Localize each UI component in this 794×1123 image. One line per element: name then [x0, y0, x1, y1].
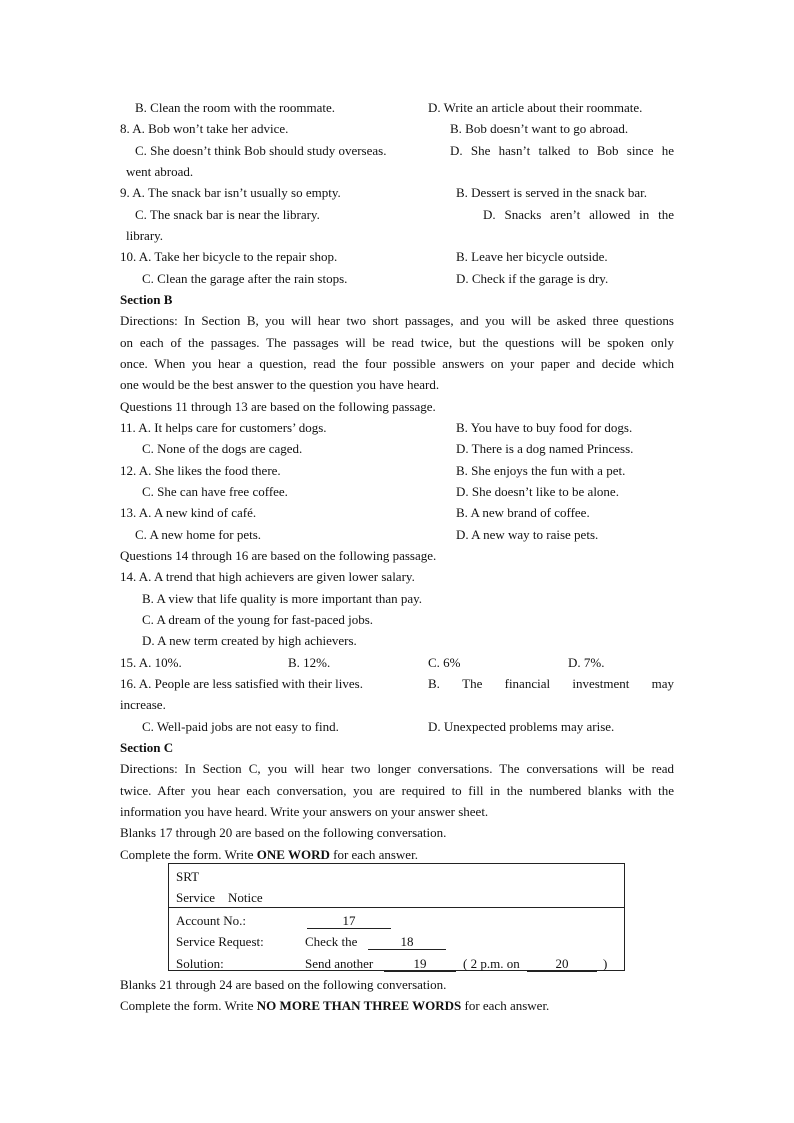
blank-18[interactable] — [368, 934, 446, 950]
q16-option-c: C. Well-paid jobs are not easy to find. — [142, 719, 339, 734]
blank-20-number: 20 — [527, 957, 597, 972]
q8-option-c: C. She doesn’t think Bob should study overseas. — [135, 143, 387, 158]
time-note: ( 2 p.m. on — [463, 956, 520, 971]
q11-option-d: D. There is a dog named Princess. — [456, 441, 634, 456]
section-c-directions-1: Directions: In Section C, you will hear two longer conversations. The conversations will be read — [120, 761, 674, 776]
q13-option-d: D. A new way to raise pets. — [456, 527, 599, 542]
section-b-heading: Section B — [120, 292, 173, 307]
q7-option-d: D. Write an article about their roommate. — [428, 100, 643, 115]
instruction-emphasis: NO MORE THAN THREE WORDS — [256, 998, 462, 1013]
form-title-service-notice: Service Notice — [176, 890, 263, 905]
q9-option-b: B. Dessert is served in the snack bar. — [456, 185, 647, 200]
q14-option-a: 14. A. A trend that high achievers are given lower salary. — [120, 569, 415, 584]
q13-option-a: 13. A. A new kind of café. — [120, 505, 257, 520]
passage1-intro: Questions 11 through 13 are based on the following passage. — [120, 399, 436, 414]
section-c-directions-3: information you have heard. Write your answers on your answer sheet. — [120, 804, 489, 819]
q16-option-b-cont: increase. — [120, 697, 166, 712]
q9-option-d: D. Snacks aren’t allowed in the — [483, 207, 674, 222]
blanks-21-24-intro: Blanks 21 through 24 are based on the following conversation. — [120, 977, 447, 992]
q14-option-b: B. A view that life quality is more important than pay. — [142, 591, 423, 606]
service-notice-form — [168, 863, 625, 971]
q15-option-d: D. 7%. — [568, 655, 605, 670]
q16-option-d: D. Unexpected problems may arise. — [428, 719, 615, 734]
q15-option-a: 15. A. 10%. — [120, 655, 182, 670]
time-note-close: ) — [603, 956, 608, 971]
blank-18-number: 18 — [368, 935, 446, 950]
service-request-text: Check the — [305, 934, 358, 949]
q8-option-d: D. She hasn’t talked to Bob since he — [450, 143, 674, 158]
instruction-text: Complete the form. Write — [120, 847, 257, 862]
q15-option-b: B. 12%. — [288, 655, 331, 670]
service-request-label: Service Request: — [176, 934, 264, 949]
q16-option-b — [428, 676, 674, 692]
q16-option-b-word: investment — [572, 676, 630, 691]
q10-option-b: B. Leave her bicycle outside. — [456, 249, 608, 264]
account-no-label: Account No.: — [176, 913, 247, 928]
q10-option-a: 10. A. Take her bicycle to the repair shop. — [120, 249, 338, 264]
q12-option-d: D. She doesn’t like to be alone. — [456, 484, 619, 499]
solution-label: Solution: — [176, 956, 224, 971]
section-b-directions-2: on each of the passages. The passages will be read twice, but the questions will be spoken only — [120, 335, 674, 350]
q14-option-d: D. A new term created by high achievers. — [142, 633, 357, 648]
form-divider — [169, 907, 624, 908]
instruction-text: Complete the form. Write — [120, 998, 257, 1013]
q16-option-b-word: may — [651, 676, 674, 691]
passage2-intro: Questions 14 through 16 are based on the following passage. — [120, 548, 437, 563]
form1-instruction — [120, 847, 418, 863]
q15-option-c: C. 6% — [428, 655, 461, 670]
q16-option-b-word: B. — [428, 676, 440, 691]
q7-option-b: B. Clean the room with the roommate. — [135, 100, 336, 115]
q9-option-d-cont: library. — [126, 228, 164, 243]
q12-option-c: C. She can have free coffee. — [142, 484, 288, 499]
blanks-17-20-intro: Blanks 17 through 20 are based on the following conversation. — [120, 825, 447, 840]
q14-option-c: C. A dream of the young for fast-paced jobs. — [142, 612, 374, 627]
section-b-directions-1: Directions: In Section B, you will hear two short passages, and you will be asked three questions — [120, 313, 674, 328]
q8-option-a: 8. A. Bob won’t take her advice. — [120, 121, 289, 136]
q13-option-b: B. A new brand of coffee. — [456, 505, 590, 520]
q10-option-d: D. Check if the garage is dry. — [456, 271, 609, 286]
section-c-directions-2: twice. After you hear each conversation, you are required to fill in the numbered blanks with the — [120, 783, 674, 798]
blank-17-number: 17 — [307, 914, 391, 929]
q16-option-b-word: The — [462, 676, 483, 691]
blank-20[interactable] — [527, 956, 597, 972]
q8-option-b: B. Bob doesn’t want to go abroad. — [450, 121, 629, 136]
q8-option-d-cont: went abroad. — [126, 164, 194, 179]
q13-option-c: C. A new home for pets. — [135, 527, 262, 542]
q10-option-c: C. Clean the garage after the rain stops. — [142, 271, 348, 286]
q12-option-a: 12. A. She likes the food there. — [120, 463, 281, 478]
section-c-heading: Section C — [120, 740, 174, 755]
instruction-emphasis: ONE WORD — [256, 847, 330, 862]
q11-option-c: C. None of the dogs are caged. — [142, 441, 303, 456]
q16-option-a: 16. A. People are less satisfied with their lives. — [120, 676, 363, 691]
q9-option-c: C. The snack bar is near the library. — [135, 207, 320, 222]
blank-19[interactable] — [384, 956, 456, 972]
blank-17[interactable] — [307, 913, 391, 929]
section-b-directions-3: once. When you hear a question, read the four possible answers on your paper and decide which — [120, 356, 674, 371]
q12-option-b: B. She enjoys the fun with a pet. — [456, 463, 626, 478]
q11-option-b: B. You have to buy food for dogs. — [456, 420, 633, 435]
solution-text: Send another — [305, 956, 374, 971]
q11-option-a: 11. A. It helps care for customers’ dogs. — [120, 420, 327, 435]
form2-instruction — [120, 998, 549, 1014]
section-b-directions-4: one would be the best answer to the question you have heard. — [120, 377, 440, 392]
instruction-text: for each answer. — [461, 998, 550, 1013]
form-title-srt: SRT — [176, 869, 200, 884]
q9-option-a: 9. A. The snack bar isn’t usually so empty. — [120, 185, 341, 200]
blank-19-number: 19 — [384, 957, 456, 972]
q16-option-b-word: financial — [504, 676, 551, 691]
instruction-text: for each answer. — [329, 847, 418, 862]
